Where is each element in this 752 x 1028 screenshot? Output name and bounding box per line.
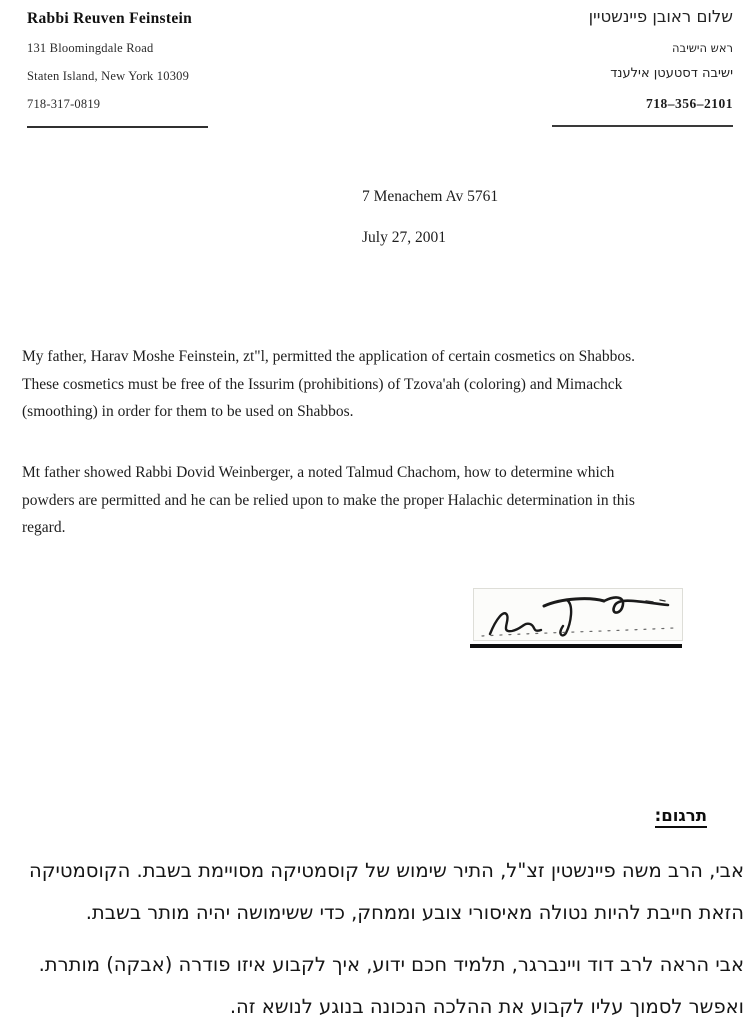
translation-paragraph-1	[8, 850, 744, 934]
paragraph1-line2: These cosmetics must be free of the Issurim (prohibitions) of Tzova'ah (coloring) and Mimachck	[22, 375, 623, 393]
letterhead-left-divider	[27, 126, 208, 128]
signature-image-box	[473, 588, 683, 641]
translation-p2-line1: אבי הראה לרב דוד ויינברגר, תלמיד חכם ידוע, איך לקבוע איזו פודרה (אבקה) מותרת.	[38, 953, 744, 976]
letterhead-address-line1: 131 Bloomingdale Road	[27, 41, 154, 55]
letterhead-title-hebrew: ראש הישיבה	[672, 41, 733, 55]
signature-scrawl-icon	[474, 589, 682, 640]
english-date: July 27, 2001	[362, 229, 446, 246]
letterhead-phone-english: 718-317-0819	[27, 97, 101, 111]
body-paragraph-2	[22, 459, 635, 542]
paragraph2-line2: powders are permitted and he can be relied upon to make the proper Halachic determination in this	[22, 491, 635, 509]
paragraph2-line3: regard.	[22, 519, 66, 537]
hebrew-date: 7 Menachem Av 5761	[362, 188, 499, 205]
translation-paragraph-2	[8, 944, 744, 1028]
translation-p2-line2: ואפשר לסמוך עליו לקבוע את ההלכה הנכונה בנוגע לנושא זה.	[229, 995, 744, 1018]
letterhead-phone-hebrew-side: 718–356–2101	[646, 96, 733, 111]
translation-p1-line2: הזאת חייבת להיות נטולה מאיסורי צובע וממחק, כדי ששימושה יהיה מותר בשבת.	[85, 901, 744, 924]
letterhead-name-english: Rabbi Reuven Feinstein	[27, 10, 193, 27]
translation-p1-line1: אבי, הרב משה פיינשטין זצ"ל, התיר שימוש של קוסמטיקה מסויימת בשבת. הקוסמטיקה	[28, 859, 744, 882]
letterhead-address-line2: Staten Island, New York 10309	[27, 69, 190, 83]
body-paragraph-1	[22, 343, 635, 426]
date-block	[362, 188, 498, 247]
signature-underline	[470, 644, 682, 648]
paragraph1-line1: My father, Harav Moshe Feinstein, zt"l, permitted the application of certain cosmetics on Shabbos.	[22, 348, 636, 365]
paragraph2-line1: Mt father showed Rabbi Dovid Weinberger, a noted Talmud Chachom, how to determine which	[22, 464, 615, 481]
letterhead-name-hebrew: שלום ראובן פיינשטיין	[588, 7, 733, 26]
letterhead-yeshiva-hebrew: ישיבה דסטעטן אילענד	[610, 66, 733, 81]
paragraph1-line3: (smoothing) in order for them to be used on Shabbos.	[22, 403, 354, 421]
translation-heading: תרגום:	[655, 806, 707, 828]
letterhead-right-divider	[552, 125, 733, 127]
